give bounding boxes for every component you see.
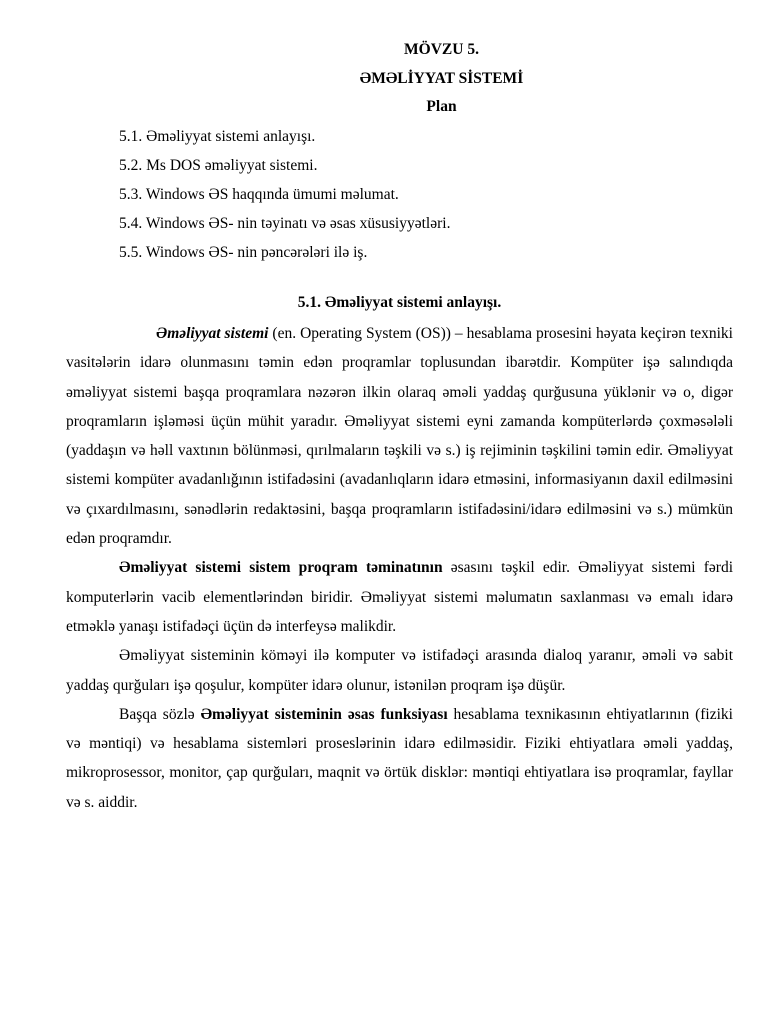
bold-phrase: Əməliyyat sisteminin əsas funksiyası <box>200 705 448 723</box>
paragraph-text: (en. Operating System (OS)) – hesablama prosesini həyata keçirən texniki vasitələrin idarə olunmasını təmin edən proqramlar toplusundan ibarətdir. Kompüter işə salındıqda əməliyyat sistemi başqa proqramlara nəzərən ilkin olaraq əməli yaddaş qurğusuna yüklənir və o, digər proqramların işləməsi üçün mühit yaradır. Əməliyyat sistemi eyni zamanda kompüterlərdə çoxməsələli (yaddaşın və həll vaxtının bölünməsi, qırılmaların təşkili və s.) iş rejiminin təşkilini təmin edir. Əməliyyat sistemi kompüter avadanlığının istifadəsini (avadanlıqların idarə etməsini, informasiyanın daxil edilməsini və çıxardılmasını, sənədlərin redaktəsini, başqa proqramların istifadəsini/idarə edilməsini və s.) mümkün edən proqramdır. <box>66 325 733 548</box>
paragraph-text: hesablama texnikasının ehtiyatlarının (fiziki və məntiqi) və hesablama sistemləri proseslərinin idarə edilməsidir. Fiziki ehtiyatlara əməli yaddaş, mikroprosessor, monitor, çap qurğuları, maqnit və örtük disklər: məntiqi ehtiyatlara isə proqramlar, fayllar və s. aiddir. <box>66 705 733 811</box>
plan-item: 5.4. Windows ƏS- nin təyinatı və əsas xüsusiyyətləri. <box>119 215 451 232</box>
paragraph-lead: Başqa sözlə <box>119 705 201 723</box>
topic-title: ƏMƏLİYYAT SİSTEMİ <box>359 70 524 87</box>
bold-phrase: Əməliyyat sistemi sistem proqram təminatının <box>119 559 443 577</box>
plan-item: 5.3. Windows ƏS haqqında ümumi məlumat. <box>119 186 399 203</box>
paragraph-text: Əməliyyat sisteminin köməyi ilə komputer və istifadəçi arasında dialoq yaranır, əməli və sabit yaddaş qurğuları işə qoşulur, kompüter idarə olunur, istənilən proqram işə düşür. <box>66 647 733 694</box>
paragraph-text: əsasını təşkil edir. Əməliyyat sistemi fərdi komputerlərin vacib elementlərindən biridir. Əməliyyat sistemi məlumatın saxlanması və emalı idarə etməklə yanaşı istifadəçi üçün də interfeysə malikdir. <box>66 559 734 635</box>
paragraph-definition <box>66 319 733 553</box>
plan-item: 5.1. Əməliyyat sistemi anlayışı. <box>119 128 316 145</box>
plan-item: 5.5. Windows ƏS- nin pəncərələri ilə iş. <box>119 244 368 261</box>
paragraph-system-software <box>66 553 733 641</box>
topic-number: MÖVZU 5. <box>404 41 479 58</box>
paragraph-functions <box>66 700 733 817</box>
paragraph-dialog <box>66 641 733 700</box>
section-heading: 5.1. Əməliyyat sistemi anlayışı. <box>297 294 502 311</box>
plan-item: 5.2. Ms DOS əməliyyat sistemi. <box>119 157 318 174</box>
plan-label: Plan <box>426 98 457 115</box>
plan-list <box>119 125 733 264</box>
term-definition: Əməliyyat sistemi <box>156 325 269 342</box>
